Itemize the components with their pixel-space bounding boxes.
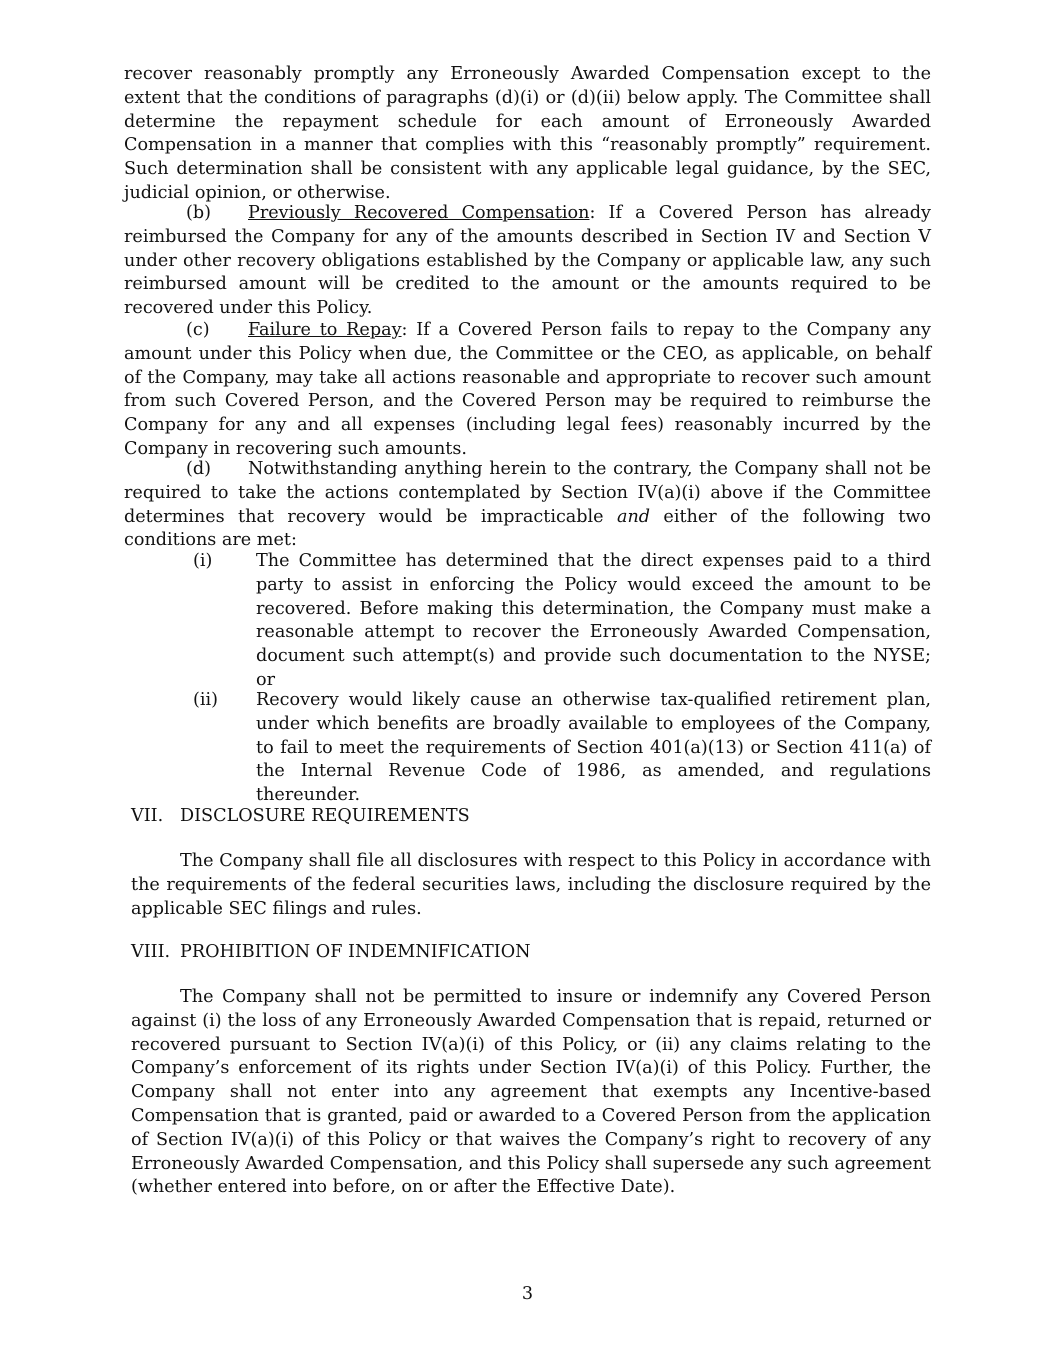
section-vii-body [131,850,931,921]
paragraph-b-title: Previously Recovered Compensation [248,203,590,223]
subparagraph-d-ii-text: Recovery would likely cause an otherwise tax-qualified retirement plan, under which benefits are broadly available to employees of the Company, to fail to meet the requirements of Section 401(a)(13) or Section 411(a) of the Internal Revenue Code of 1986, as amended, and regulations thereunder. [256,690,931,806]
section-viii-body-text: The Company shall not be permitted to insure or indemnify any Covered Person against (i) the loss of any Erroneously Awarded Compensation that is repaid, returned or recovered pursuant to Section IV(a)(i) of this Policy, or (ii) any claims relating to the Company’s enforcement of its rights under Section IV(a)(i) of this Policy. Further, the Company shall not enter into any agreement that exempts any Incentive-based Compensation that is granted, paid or awarded to a Covered Person from the application of Section IV(a)(i) of this Policy or that waives the Company’s right to recovery of any Erroneously Awarded Compensation, and this Policy shall supersede any such agreement (whether entered into before, on or after the Effective Date). [131,987,931,1198]
paragraph-b [124,202,931,321]
section-vii-heading [131,805,470,829]
section-vii-number: VII. [131,806,164,826]
paragraph-d-label: (d) [186,459,211,479]
section-viii-body [131,986,931,1200]
section-viii-title: PROHIBITION OF INDEMNIFICATION [180,942,531,962]
paragraph-c-text: : If a Covered Person fails to repay to the Company any amount under this Policy when due, the Committee or the CEO, as applicable, on behalf of the Company, may take all actions reasonable and appropriate to recover such amount from such Covered Person, and the Covered Person may be required to reimburse the Company for any and all expenses (including legal fees) reasonably incurred by the Company in recovering such amounts. [124,320,931,459]
subparagraph-d-i-text: The Committee has determined that the direct expenses paid to a third party to assist in enforcing the Policy would exceed the amount to be recovered. Before making this determination, the Company must make a reasonable attempt to recover the Erroneously Awarded Compensation, document such attempt(s) and provide such documentation to the NYSE; or [256,551,931,690]
section-vii-title: DISCLOSURE REQUIREMENTS [180,806,470,826]
paragraph-intro-text: recover reasonably promptly any Erroneously Awarded Compensation except to the extent that the conditions of paragraphs (d)(i) or (d)(ii) below apply. The Committee shall determine the repayment schedule for each amount of Erroneously Awarded Compensation in a manner that complies with this “reasonably promptly” requirement. Such determination shall be consistent with any applicable legal guidance, by the SEC, judicial opinion, or otherwise. [124,64,931,203]
paragraph-d-text-after: either of the following two conditions are met: [124,506,931,551]
paragraph-c-title: Failure to Repay [248,320,402,340]
section-vii-body-text: The Company shall file all disclosures with respect to this Policy in accordance with the requirements of the federal securities laws, including the disclosure required by the applicable SEC filings and rules. [131,851,931,919]
paragraph-d [124,458,931,553]
section-viii-heading [131,941,531,965]
section-viii-number: VIII. [131,942,171,962]
subparagraph-d-i-label: (i) [193,551,213,571]
page-number: 3 [521,1284,534,1304]
paragraph-c [124,319,931,462]
subparagraph-d-ii-label: (ii) [193,690,218,710]
paragraph-d-emphasis: and [616,506,651,527]
paragraph-b-label: (b) [186,203,211,223]
paragraph-b-text: : If a Covered Person has already reimbursed the Company for any of the amounts described in Section IV and Section V under other recovery obligations established by the Company or applicable law, any such reimbursed amount will be credited to the amount or the amounts required to be recovered under this Policy. [124,203,931,319]
paragraph-c-label: (c) [186,320,210,340]
paragraph-d-text-before: Notwithstanding anything herein to the contrary, the Company shall not be required to take the actions contemplated by Section IV(a)(i) above if the Committee determines that recovery would be impracticable [124,459,931,527]
paragraph-intro [124,63,931,206]
